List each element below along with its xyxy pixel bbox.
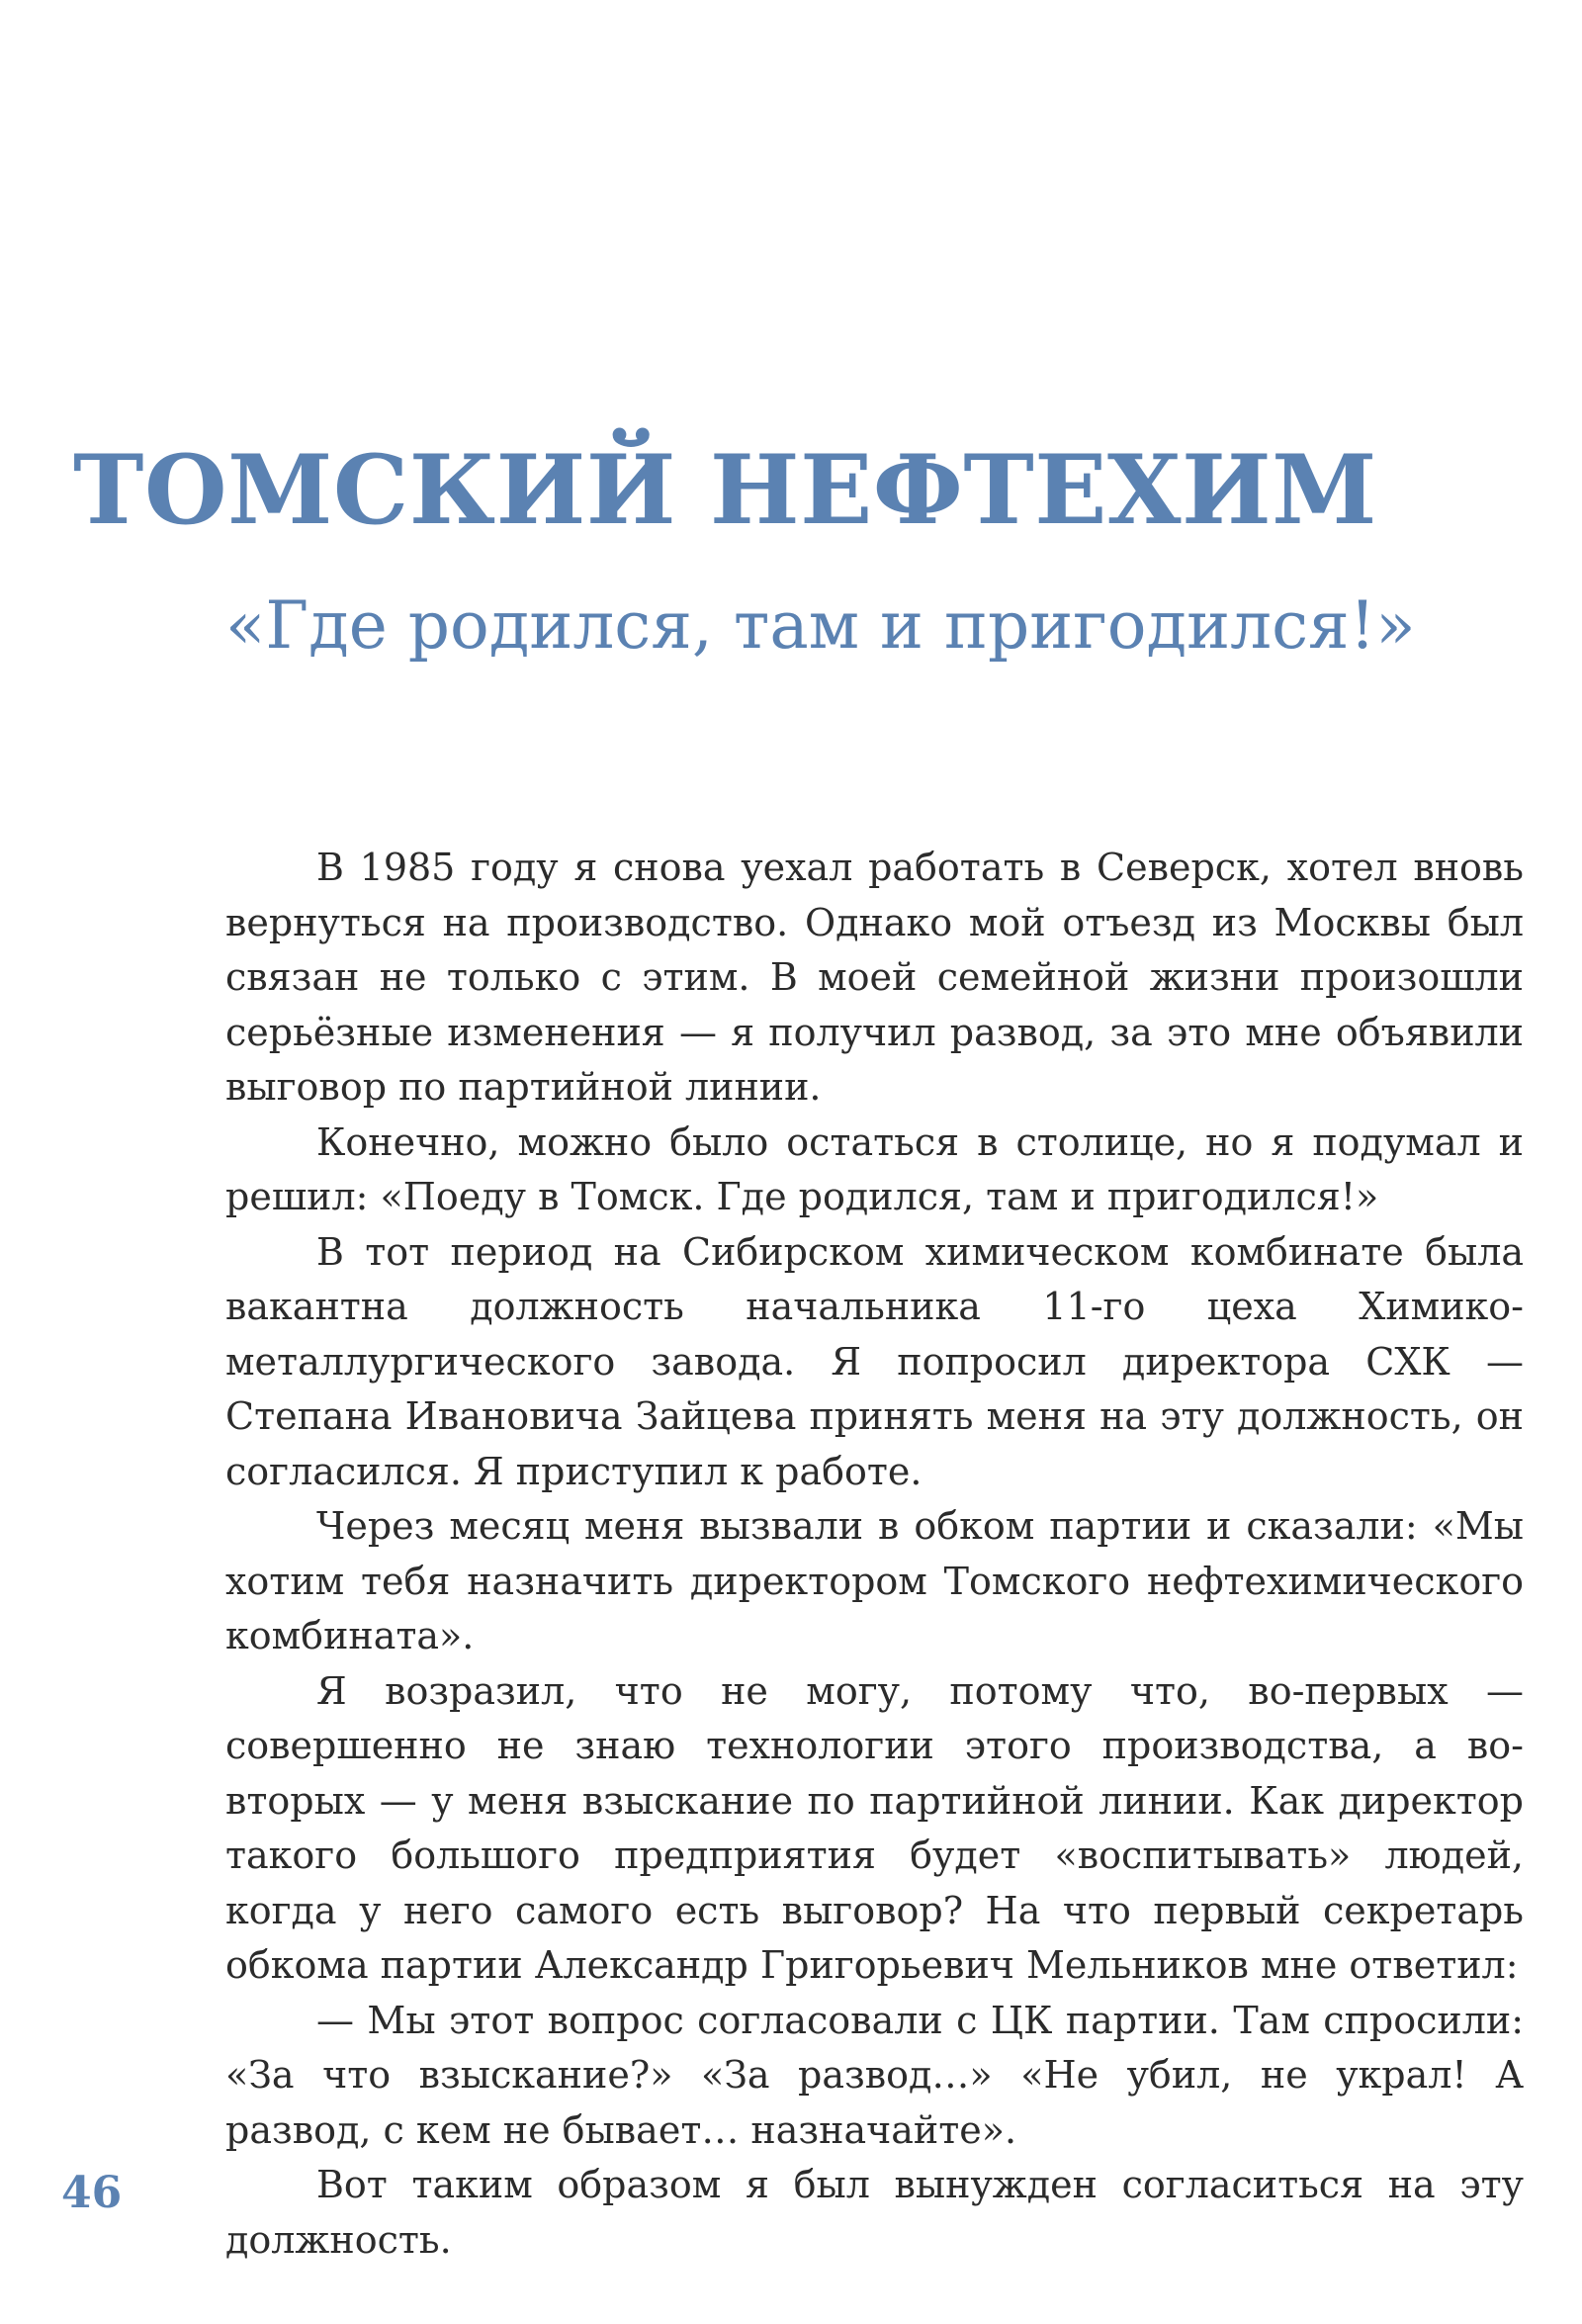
paragraph: — Мы этот вопрос согласовали с ЦК партии. Там спросили: «За что взыскание?» «За развод…» «Не убил, не украл! А развод, с кем не бывает… назначайте». <box>225 1998 1524 2152</box>
chapter-title: ТОМСКИЙ НЕФТЕХИМ <box>73 434 1377 546</box>
paragraph: Я возразил, что не могу, потому что, во-первых — совершенно не знаю технологии этого производства, а во-вторых — у меня взыскание по партийной линии. Как директор такого большого предприятия будет «воспитывать» людей, когда у него самого есть выговор? На что первый секретарь обкома партии Александр Григорьевич Мельников мне ответил: <box>225 1668 1524 1987</box>
paragraph: В 1985 году я снова уехал работать в Северск, хотел вновь вернуться на производство. Однако мой отъезд из Москвы был связан не только с этим. В моей семейной жизни произошли серьёзные изменения — я получил развод, за это мне объявили выговор по партийной линии. <box>225 846 1524 1109</box>
body-text <box>225 841 1524 2268</box>
paragraph: В тот период на Сибирском химическом комбинате была вакантна должность начальника 11-го цеха Химико-металлургического завода. Я попросил директора СХК — Степана Ивановича Зайцева принять меня на эту должность, он согласился. Я приступил к работе. <box>225 1229 1524 1493</box>
paragraph: Вот таким образом я был вынужден согласиться на эту должность. <box>225 2163 1524 2262</box>
page-number: 46 <box>61 2168 123 2218</box>
paragraph: Конечно, можно было остаться в столице, но я подумал и решил: «Поеду в Томск. Где родился, там и пригодился!» <box>225 1119 1524 1218</box>
chapter-subtitle: «Где родился, там и пригодился!» <box>225 587 1416 664</box>
paragraph: Через месяц меня вызвали в обком партии и сказали: «Мы хотим тебя назначить директором Томского нефтехимического комбината». <box>225 1504 1524 1657</box>
